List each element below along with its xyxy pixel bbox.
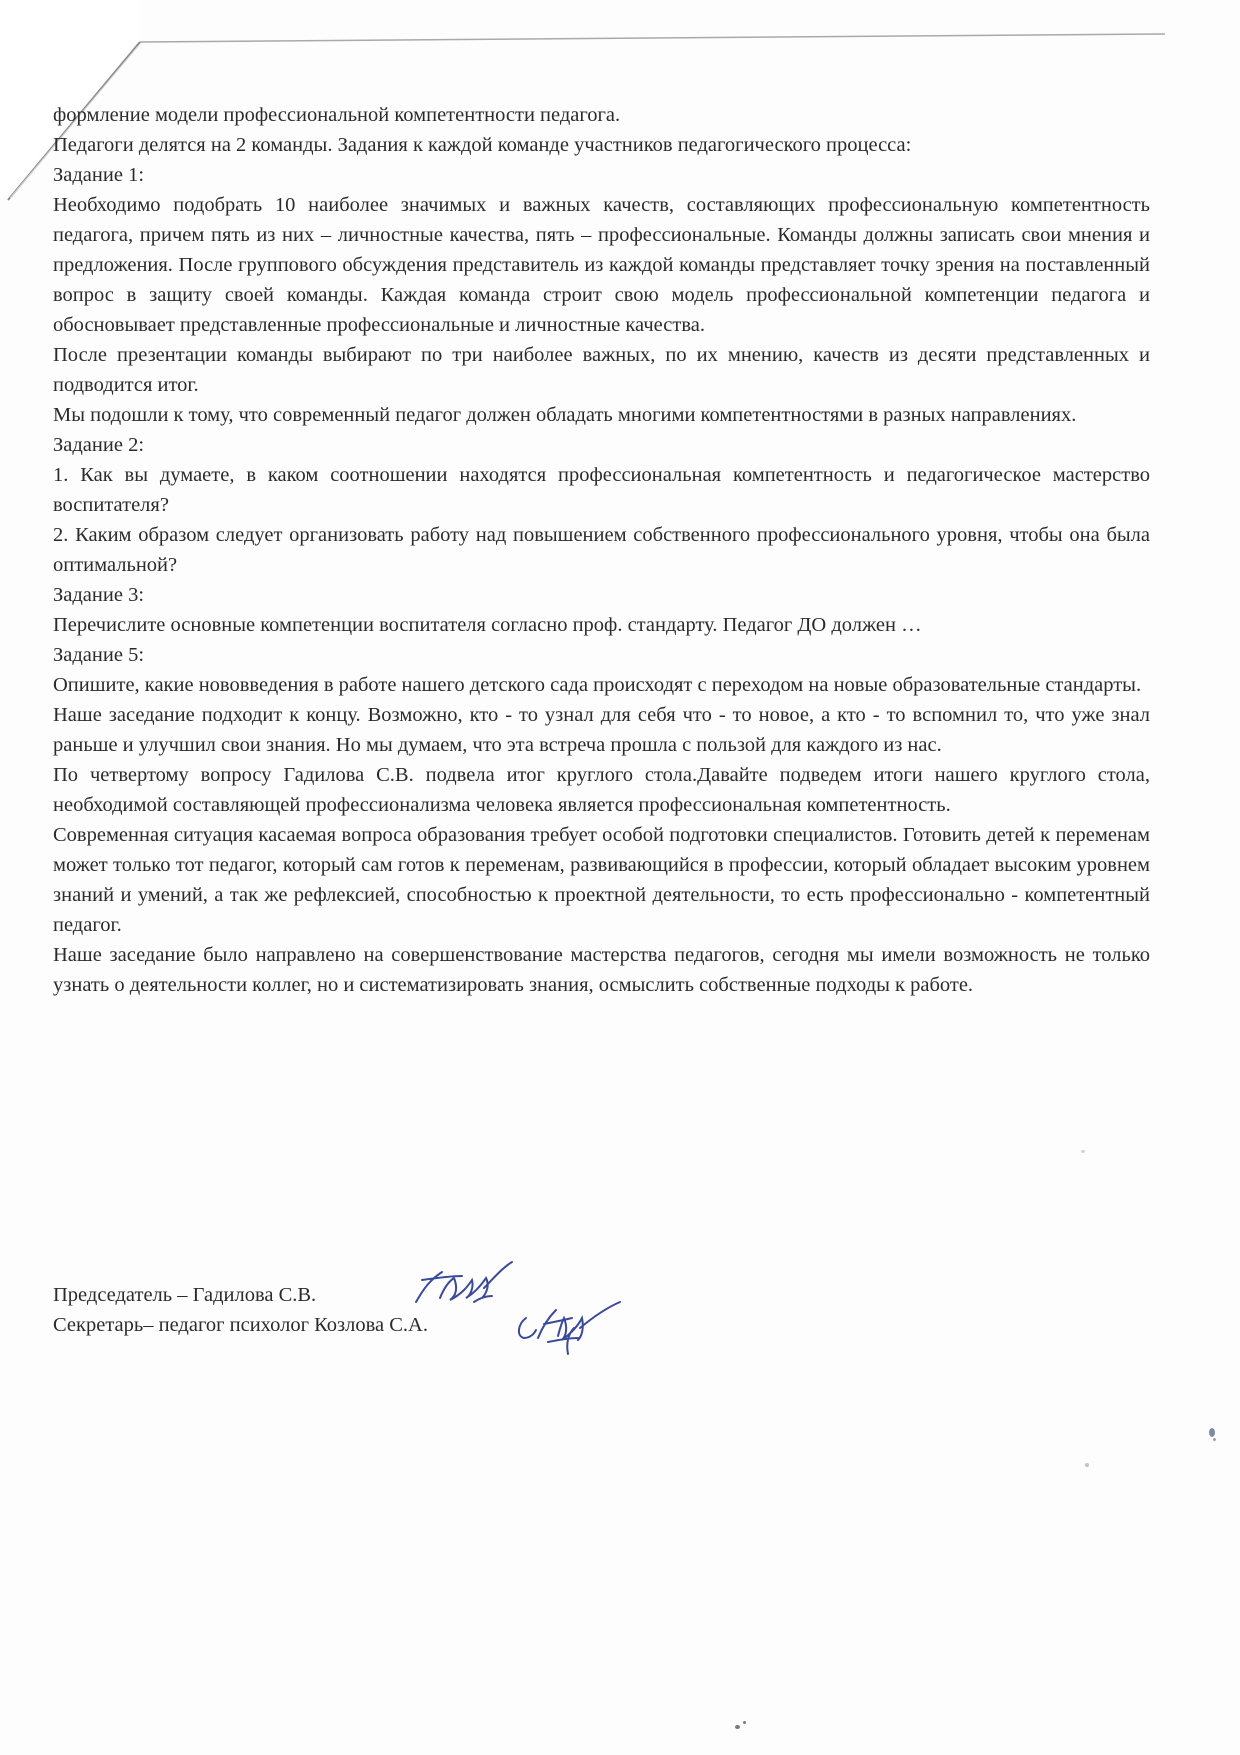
closing-paragraph-2: По четвертому вопросу Гадилова С.В. подвела итог круглого стола.Давайте подведем итоги нашего круглого стола, необходимой составляющей профессионализма человека является профессиональная компетентность. xyxy=(53,764,1150,816)
task-5-text: Опишите, какие нововведения в работе нашего детского сада происходят с переходом на новые образовательные стандарты. xyxy=(53,674,1142,696)
intro-line: формление модели профессиональной компетентности педагога. xyxy=(53,104,621,126)
task-1-heading: Задание 1: xyxy=(53,164,145,186)
document-body xyxy=(53,100,1150,1000)
task-1-result-paragraph: После презентации команды выбирают по три наиболее важных, по их мнению, качеств из десяти представленных и подводится итог. xyxy=(53,344,1150,396)
chair-signature xyxy=(410,1258,520,1316)
scan-speck xyxy=(735,1725,740,1729)
task-3-heading: Задание 3: xyxy=(53,584,145,606)
secretary-signature xyxy=(508,1298,628,1368)
task-1-paragraph: Необходимо подобрать 10 наиболее значимых и важных качеств, составляющих профессиональную компетентность педагога, причем пять из них – личностные качества, пять – профессиональные. Команды должны записать свои мнения и предложения. После группового обсуждения представитель из каждой команды представляет точку зрения на поставленный вопрос в защиту своей команды. Каждая команда строит свою модель профессиональной компетенции педагога и обосновывает представленные профессиональные и личностные качества. xyxy=(53,194,1150,336)
task-2-heading: Задание 2: xyxy=(53,434,145,456)
scan-speck xyxy=(1209,1428,1215,1437)
closing-paragraph-3: Современная ситуация касаемая вопроса образования требует особой подготовки специалистов. Готовить детей к переменам может только тот педагог, который сам готов к переменам, развивающийся в профессии, который обладает высоким уровнем знаний и умений, а так же рефлексией, способностью к проектной деятельности, то есть профессионально - компетентный педагог. xyxy=(53,824,1150,936)
task-2-question-1: 1. Как вы думаете, в каком соотношении находятся профессиональная компетентность и педагогическое мастерство воспитателя? xyxy=(53,464,1150,516)
scan-speck xyxy=(1085,1463,1089,1467)
scan-speck xyxy=(743,1721,746,1724)
secretary-line: Секретарь– педагог психолог Козлова С.А. xyxy=(53,1314,428,1336)
closing-paragraph-1: Наше заседание подходит к концу. Возможно, кто - то узнал для себя что - то новое, а кто - то вспомнил то, что уже знал раньше и улучшил свои знания. Но мы думаем, что эта встреча прошла с пользой для каждого из нас. xyxy=(53,704,1150,756)
task-1-conclusion-paragraph: Мы подошли к тому, что современный педагог должен обладать многими компетентностями в разных направлениях. xyxy=(53,404,1077,426)
signature-block xyxy=(53,1280,753,1340)
closing-paragraph-4: Наше заседание было направлено на совершенствование мастерства педагогов, сегодня мы имели возможность не только узнать о деятельности коллег, но и систематизировать знания, осмыслить собственные подходы к работе. xyxy=(53,944,1150,996)
task-2-question-2: 2. Каким образом следует организовать работу над повышением собственного профессионального уровня, чтобы она была оптимальной? xyxy=(53,524,1150,576)
teams-line: Педагоги делятся на 2 команды. Задания к каждой команде участников педагогического процесса: xyxy=(53,134,912,156)
task-3-text: Перечислите основные компетенции воспитателя согласно проф. стандарту. Педагог ДО должен … xyxy=(53,614,922,636)
scan-speck xyxy=(1081,1150,1085,1153)
chair-line: Председатель – Гадилова С.В. xyxy=(53,1284,317,1306)
task-5-heading: Задание 5: xyxy=(53,644,145,666)
scan-speck xyxy=(1213,1438,1216,1441)
